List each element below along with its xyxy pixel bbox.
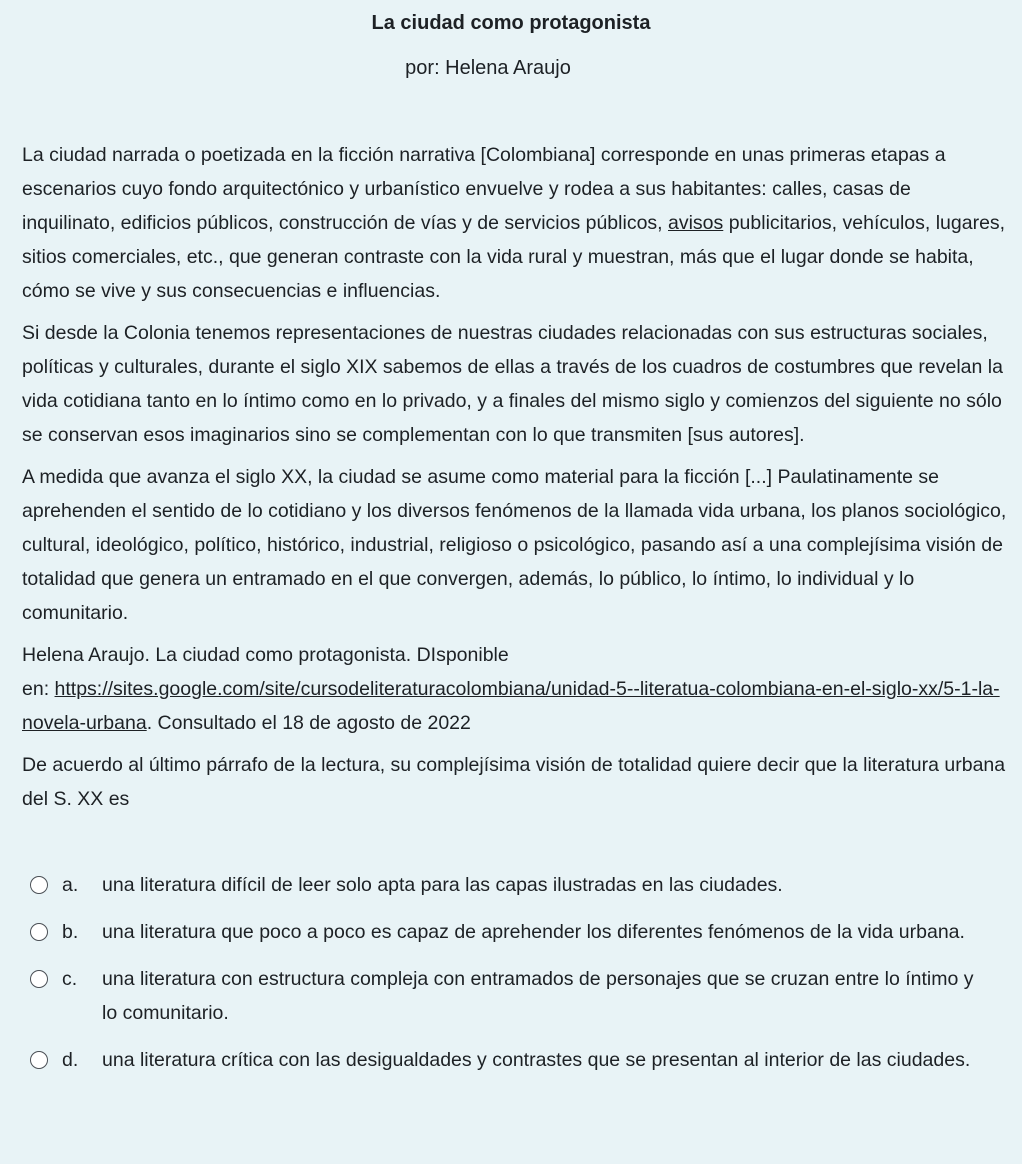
radio-button-d[interactable] (30, 1051, 48, 1069)
question-text: De acuerdo al último párrafo de la lectura, su complejísima visión de totalidad quiere decir que la literatura urbana del S. XX es (22, 754, 1006, 810)
reading-paragraph-3: A medida que avanza el siglo XX, la ciudad se asume como material para la ficción [...] Paulatinamente se aprehenden el sentido de lo cotidiano y los diversos fenómenos de la llamada vida urbana, los planos sociológico, cultural, ideológico, político, histórico, industrial, religioso o psicológico, pasando así a una complejísima visión de totalidad que genera un entramado en el que convergen, además, lo público, lo íntimo, lo individual y lo comunitario. (22, 466, 1007, 624)
option-a[interactable] (30, 868, 1000, 902)
option-b-letter: b. (62, 921, 79, 943)
option-a-text: una literatura difícil de leer solo apta para las capas ilustradas en las ciudades. (102, 874, 783, 896)
avisos-link[interactable]: avisos (668, 212, 724, 234)
paragraph-1-text-end: publicitarios, vehículos, lugares, sitios comerciales, etc., que generan contraste con la vida rural y muestran, más que el lugar donde se habita, cómo se vive y sus consecuencias e influencias. (22, 212, 1006, 302)
option-c-text: una literatura con estructura compleja con entramados de personajes que se cruzan entre lo íntimo y lo comunitario. (102, 968, 974, 1024)
citation (22, 638, 1007, 740)
citation-prefix: en: (22, 678, 55, 700)
reading-paragraph-2: Si desde la Colonia tenemos representaciones de nuestras ciudades relacionadas con sus estructuras sociales, políticas y culturales, durante el siglo XIX sabemos de ellas a través de los cuadros de costumbres que revelan la vida cotidiana tanto en lo íntimo como en lo privado, y a finales del mismo siglo y comienzos del siguiente no sólo se conservan esos imaginarios sino se complementan con lo que transmiten [sus autores]. (22, 322, 1003, 446)
citation-url-link[interactable]: https://sites.google.com/site/cursodeliteraturacolombiana/unidad-5--literatua-colombiana-en-el-siglo-xx/5-1-la-novela-urbana (22, 678, 1000, 734)
reading-content (22, 138, 1007, 824)
option-c-letter: c. (62, 968, 78, 990)
option-d-text: una literatura crítica con las desigualdades y contrastes que se presentan al interior de las ciudades. (102, 1049, 971, 1071)
option-b[interactable] (30, 915, 1000, 949)
option-b-text: una literatura que poco a poco es capaz de aprehender los diferentes fenómenos de la vida urbana. (102, 921, 965, 943)
radio-button-b[interactable] (30, 923, 48, 941)
option-c[interactable] (30, 962, 1000, 1030)
reading-title: La ciudad como protagonista (371, 12, 651, 34)
radio-button-c[interactable] (30, 970, 48, 988)
paragraph-1-text-start: La ciudad narrada o poetizada en la ficción narrativa [Colombiana] corresponde en unas primeras etapas a escenarios cuyo fondo arquitectónico y urbanístico envuelve y rodea a sus habitantes: calles, casas de inquilinato, edificios públicos, construcción de vías y de servicios públicos, (22, 144, 946, 234)
radio-button-a[interactable] (30, 876, 48, 894)
citation-line-1: Helena Araujo. La ciudad como protagonista. DIsponible (22, 644, 509, 666)
answer-options (30, 868, 1000, 1090)
citation-suffix: . Consultado el 18 de agosto de 2022 (146, 712, 471, 734)
reading-paragraph-1 (22, 138, 1007, 308)
option-d[interactable] (30, 1043, 1000, 1077)
reading-author: por: Helena Araujo (405, 57, 571, 79)
option-d-letter: d. (62, 1049, 79, 1071)
option-a-letter: a. (62, 874, 79, 896)
